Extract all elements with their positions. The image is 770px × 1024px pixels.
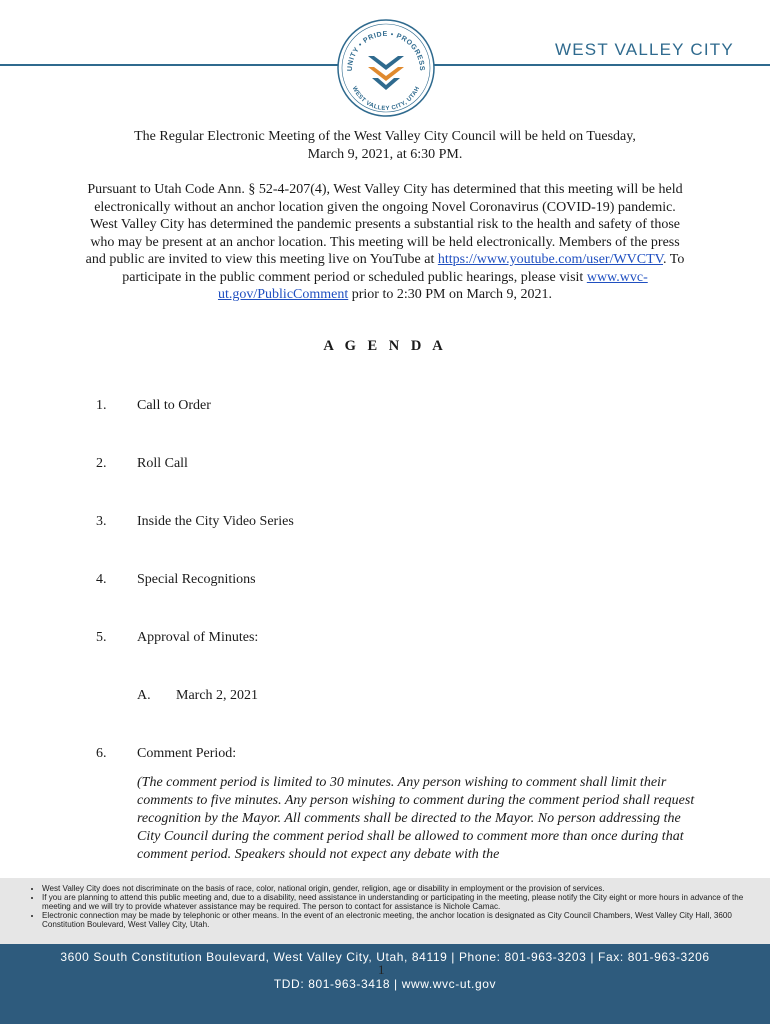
electronic-connection-notice: • Electronic connection may be made by telephonic or other means. In the event of an electronic meeting, the anchor location is designated as City Council Chambers, West Valley City Hall, 3600 Constitution Boulevard, West Valley City, Utah. — [42, 911, 770, 929]
agenda-item-4-label: Special Recognitions — [137, 572, 256, 587]
west-valley-city-seal-logo — [336, 18, 436, 118]
minutes-sub-item-date: March 2, 2021 — [176, 688, 259, 703]
footer-contact-line: TDD: 801-963-3418 | www.wvc-ut.gov — [273, 977, 497, 991]
minutes-sub-item-letter: A. — [137, 688, 151, 703]
agenda-item-5-label: Approval of Minutes: — [137, 630, 259, 645]
contact-footer — [0, 944, 770, 1024]
non-discrimination-notice: • West Valley City does not discriminate on the basis of race, color, national origin, gender, religion, age or disability in employment or the provision of services. — [42, 884, 770, 893]
agenda-item-4-number: 4. — [96, 572, 107, 587]
logo-bottom-text: WEST VALLEY CITY, UTAH — [350, 85, 422, 113]
comment-period-rules: (The comment period is limited to 30 minutes. Any person wishing to comment shall limit their comments to five minutes. Any person wishing to comment during the comment period shall request recognition by the Mayor. All comments shall be directed to the Mayor. No person addressing the City Council during the comment period shall be allowed to comment more than once during that comment period. Speakers should not expect any debate with the — [137, 775, 695, 862]
paragraph-text-2: . To participate in the public comment period or scheduled public hearings, please visit — [122, 252, 685, 285]
meeting-announcement — [80, 128, 690, 163]
logo-top-text: UNITY • PRIDE • PROGRESS — [346, 30, 426, 72]
agenda-item-2-number: 2. — [96, 456, 107, 471]
header-rule-left — [0, 64, 340, 66]
agenda-item-3-label: Inside the City Video Series — [137, 514, 294, 529]
meeting-line-1: The Regular Electronic Meeting of the West Valley City Council will be held on Tuesday, — [134, 129, 636, 144]
agenda-item-6-label: Comment Period: — [137, 746, 237, 761]
agenda-item-3-number: 3. — [96, 514, 107, 529]
page-number: 1 — [378, 962, 385, 977]
accessibility-notice: • If you are planning to attend this public meeting and, due to a disability, need assistance in understanding or participating in the meeting, please notify the City eight or more hours in advance of the meeting and we will try to provide whatever assistance may be required. The person to contact for assistance is Nichole Camac. — [42, 893, 770, 911]
footer-address-line: 3600 South Constitution Boulevard, West Valley City, Utah, 84119 | Phone: 801-963-3203 | Fax: 801-963-3206 — [60, 950, 710, 964]
notice-list — [0, 878, 770, 929]
paragraph-text-3: prior to 2:30 PM on March 9, 2021. — [348, 287, 553, 302]
city-name-header: WEST VALLEY CITY — [555, 40, 734, 59]
paragraph-text-1: Pursuant to Utah Code Ann. § 52-4-207(4), West Valley City has determined that this meeting will be held electronically without an anchor location given the ongoing Novel Coronavirus (COVID-19) pandemic. West Valley City has determined the pandemic presents a substantial risk to the health and safety of those who may be present at an anchor location. This meeting will be held electronically. Members of the press and public are invited to view this meeting live on YouTube at — [85, 182, 683, 267]
agenda-item-1-number: 1. — [96, 398, 107, 413]
public-comment-link[interactable]: www.wvc-ut.gov/PublicComment — [217, 269, 648, 302]
youtube-link[interactable]: https://www.youtube.com/user/WVCTV — [437, 252, 663, 267]
agenda-item-6-number: 6. — [96, 746, 107, 761]
agenda-item-1-label: Call to Order — [137, 398, 211, 413]
electronic-meeting-paragraph — [80, 181, 690, 304]
notice-box — [0, 878, 770, 944]
header-rule-right — [432, 64, 770, 66]
agenda-item-5-number: 5. — [96, 630, 107, 645]
agenda-item-2-label: Roll Call — [137, 456, 188, 471]
agenda-title: A G E N D A — [323, 338, 447, 354]
meeting-line-2: March 9, 2021, at 6:30 PM. — [307, 146, 463, 162]
